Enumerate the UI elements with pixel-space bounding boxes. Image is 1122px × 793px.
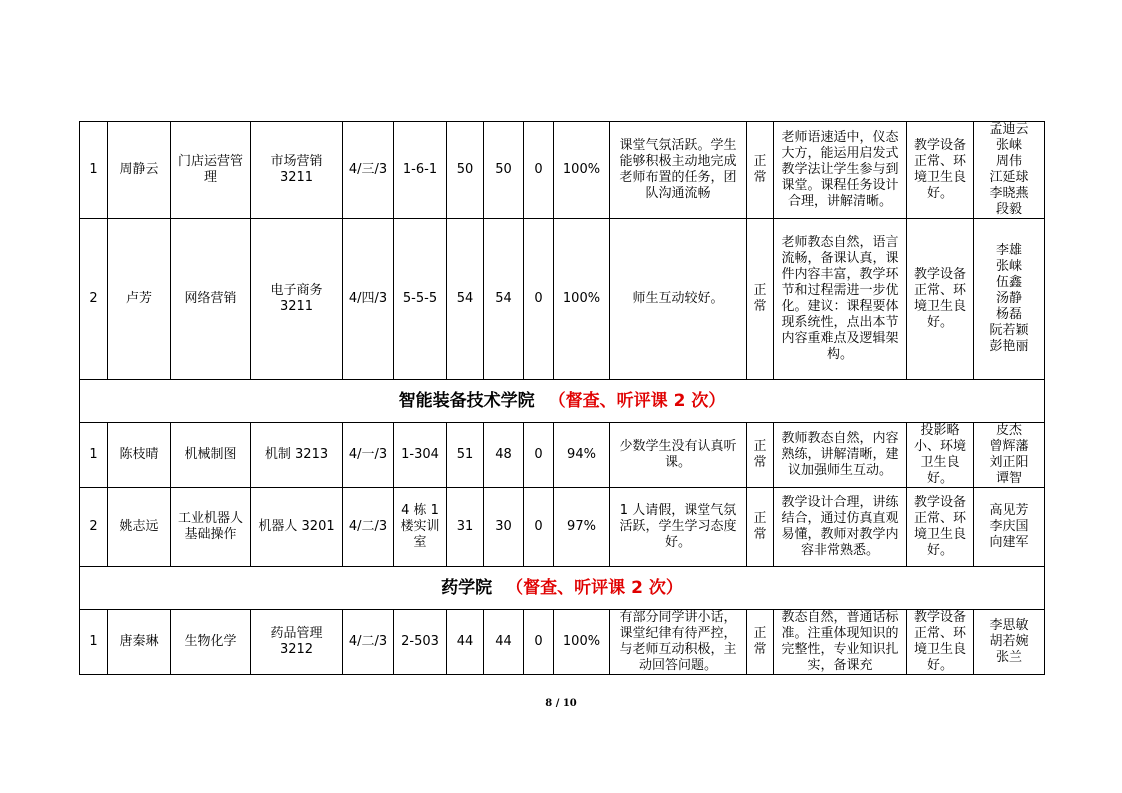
inspector: 胡若婉: [989, 634, 1029, 649]
row-number: 2: [80, 219, 108, 380]
absent-count: 0: [524, 423, 554, 488]
teacher-name: 卢芳: [108, 219, 171, 380]
absent-count: 0: [524, 488, 554, 567]
inspector: 李雄: [995, 243, 1022, 258]
inspector-list: [974, 488, 1045, 567]
teaching-status: 正常: [747, 610, 774, 675]
should-attend: 54: [447, 219, 484, 380]
class-time: 4/二/3: [343, 610, 394, 675]
section-note: （督查、听评课 2 次）: [548, 391, 726, 411]
attendance-rate: 94%: [554, 423, 610, 488]
actual-attend: 48: [484, 423, 524, 488]
teaching-status: 正常: [747, 122, 774, 219]
class-time: 4/一/3: [343, 423, 394, 488]
inspector: 张崃: [995, 259, 1022, 274]
course-name: 网络营销: [171, 219, 251, 380]
class-name: 机器人 3201: [251, 488, 343, 567]
inspector: 李思敏: [989, 618, 1029, 633]
table-row: [80, 423, 1045, 488]
inspector: 高见芳: [989, 503, 1029, 518]
class-time: 4/四/3: [343, 219, 394, 380]
table-row: [80, 488, 1045, 567]
inspector: 阮若颖: [989, 323, 1029, 338]
class-situation: 有部分同学讲小话，课堂纪律有待严控，与老师互动积极，主动回答问题。: [610, 610, 747, 675]
row-number: 1: [80, 122, 108, 219]
inspector: 伍鑫: [995, 275, 1022, 290]
teaching-evaluation: 老师语速适中，仪态大方，能运用启发式教学法让学生参与到课堂。课程任务设计合理，讲解清晰。: [774, 122, 907, 219]
table-row: [80, 610, 1045, 675]
attendance-rate: 97%: [554, 488, 610, 567]
equipment-status: 教学设备正常、环境卫生良好。: [907, 122, 974, 219]
inspector: 江延球: [989, 170, 1029, 185]
inspector: 孟迪云: [989, 122, 1029, 137]
table-row: [80, 219, 1045, 380]
page-indicator: 8 / 10: [545, 698, 577, 709]
class-situation: 少数学生没有认真听课。: [610, 423, 747, 488]
inspector: 刘正阳: [989, 455, 1029, 470]
teaching-evaluation: 教态自然，普通话标准。注重体现知识的完整性，专业知识扎实，备课充: [774, 610, 907, 675]
inspector: 皮杰: [995, 423, 1022, 438]
table-row: [80, 122, 1045, 219]
course-name: 工业机器人基础操作: [171, 488, 251, 567]
course-name: 生物化学: [171, 610, 251, 675]
teacher-name: 唐秦琳: [108, 610, 171, 675]
inspector-list: [974, 122, 1045, 219]
attendance-rate: 100%: [554, 122, 610, 219]
section-header: [80, 380, 1045, 423]
teaching-evaluation: 老师教态自然，语言流畅，备课认真，课件内容丰富，教学环节和过程需进一步优化。建议：课程要体现系统性，点出本节内容重难点及逻辑架构。: [774, 219, 907, 380]
course-name: 机械制图: [171, 423, 251, 488]
actual-attend: 54: [484, 219, 524, 380]
teacher-name: 姚志远: [108, 488, 171, 567]
class-time: 4/二/3: [343, 488, 394, 567]
inspector: 周伟: [995, 154, 1022, 169]
classroom: 1-6-1: [394, 122, 447, 219]
row-number: 1: [80, 423, 108, 488]
inspector: 李庆国: [989, 519, 1029, 534]
actual-attend: 30: [484, 488, 524, 567]
inspector: 彭艳丽: [989, 339, 1029, 354]
class-situation: 师生互动较好。: [610, 219, 747, 380]
inspector: 曾辉藩: [989, 439, 1029, 454]
teacher-name: 陈枝晴: [108, 423, 171, 488]
should-attend: 31: [447, 488, 484, 567]
teaching-evaluation: 教师教态自然，内容熟练，讲解清晰，建议加强师生互动。: [774, 423, 907, 488]
attendance-rate: 100%: [554, 219, 610, 380]
classroom: 5-5-5: [394, 219, 447, 380]
attendance-rate: 100%: [554, 610, 610, 675]
section-note: （督查、听评课 2 次）: [506, 578, 683, 598]
classroom: 2-503: [394, 610, 447, 675]
class-situation: 课堂气氛活跃。学生能够积极主动地完成老师布置的任务，团队沟通流畅: [610, 122, 747, 219]
inspector: 张崃: [995, 138, 1022, 153]
classroom: 1-304: [394, 423, 447, 488]
inspector: 李晓燕: [989, 186, 1029, 201]
class-time: 4/三/3: [343, 122, 394, 219]
inspector: 张兰: [995, 650, 1022, 665]
absent-count: 0: [524, 219, 554, 380]
actual-attend: 44: [484, 610, 524, 675]
absent-count: 0: [524, 122, 554, 219]
equipment-status: 教学设备正常、环境卫生良好。: [907, 488, 974, 567]
equipment-status: 投影略小、环境卫生良好。: [907, 423, 974, 488]
class-name: 机制 3213: [251, 423, 343, 488]
section-header: [80, 567, 1045, 610]
inspector: 段毅: [995, 202, 1022, 217]
class-name: 药品管理3212: [251, 610, 343, 675]
teaching-status: 正常: [747, 488, 774, 567]
should-attend: 44: [447, 610, 484, 675]
inspector: 杨磊: [995, 307, 1022, 322]
class-name: 市场营销3211: [251, 122, 343, 219]
inspector: 谭智: [995, 471, 1022, 486]
section-title: 药学院: [441, 578, 493, 598]
teacher-name: 周静云: [108, 122, 171, 219]
inspector: 向建军: [989, 535, 1029, 550]
actual-attend: 50: [484, 122, 524, 219]
equipment-status: 教学设备正常、环境卫生良好。: [907, 610, 974, 675]
teaching-evaluation: 教学设计合理，讲练结合，通过仿真直观易懂，教师对教学内容非常熟悉。: [774, 488, 907, 567]
inspection-table: [79, 121, 1045, 675]
should-attend: 51: [447, 423, 484, 488]
class-name: 电子商务3211: [251, 219, 343, 380]
row-number: 2: [80, 488, 108, 567]
section-title: 智能装备技术学院: [398, 391, 535, 411]
absent-count: 0: [524, 610, 554, 675]
classroom: 4 栋 1 楼实训室: [394, 488, 447, 567]
inspector: 汤静: [995, 291, 1022, 306]
should-attend: 50: [447, 122, 484, 219]
teaching-status: 正常: [747, 423, 774, 488]
inspector-list: [974, 219, 1045, 380]
course-name: 门店运营管理: [171, 122, 251, 219]
equipment-status: 教学设备正常、环境卫生良好。: [907, 219, 974, 380]
class-situation: 1 人请假，课堂气氛活跃，学生学习态度好。: [610, 488, 747, 567]
inspector-list: [974, 423, 1045, 488]
teaching-status: 正常: [747, 219, 774, 380]
row-number: 1: [80, 610, 108, 675]
inspector-list: [974, 610, 1045, 675]
